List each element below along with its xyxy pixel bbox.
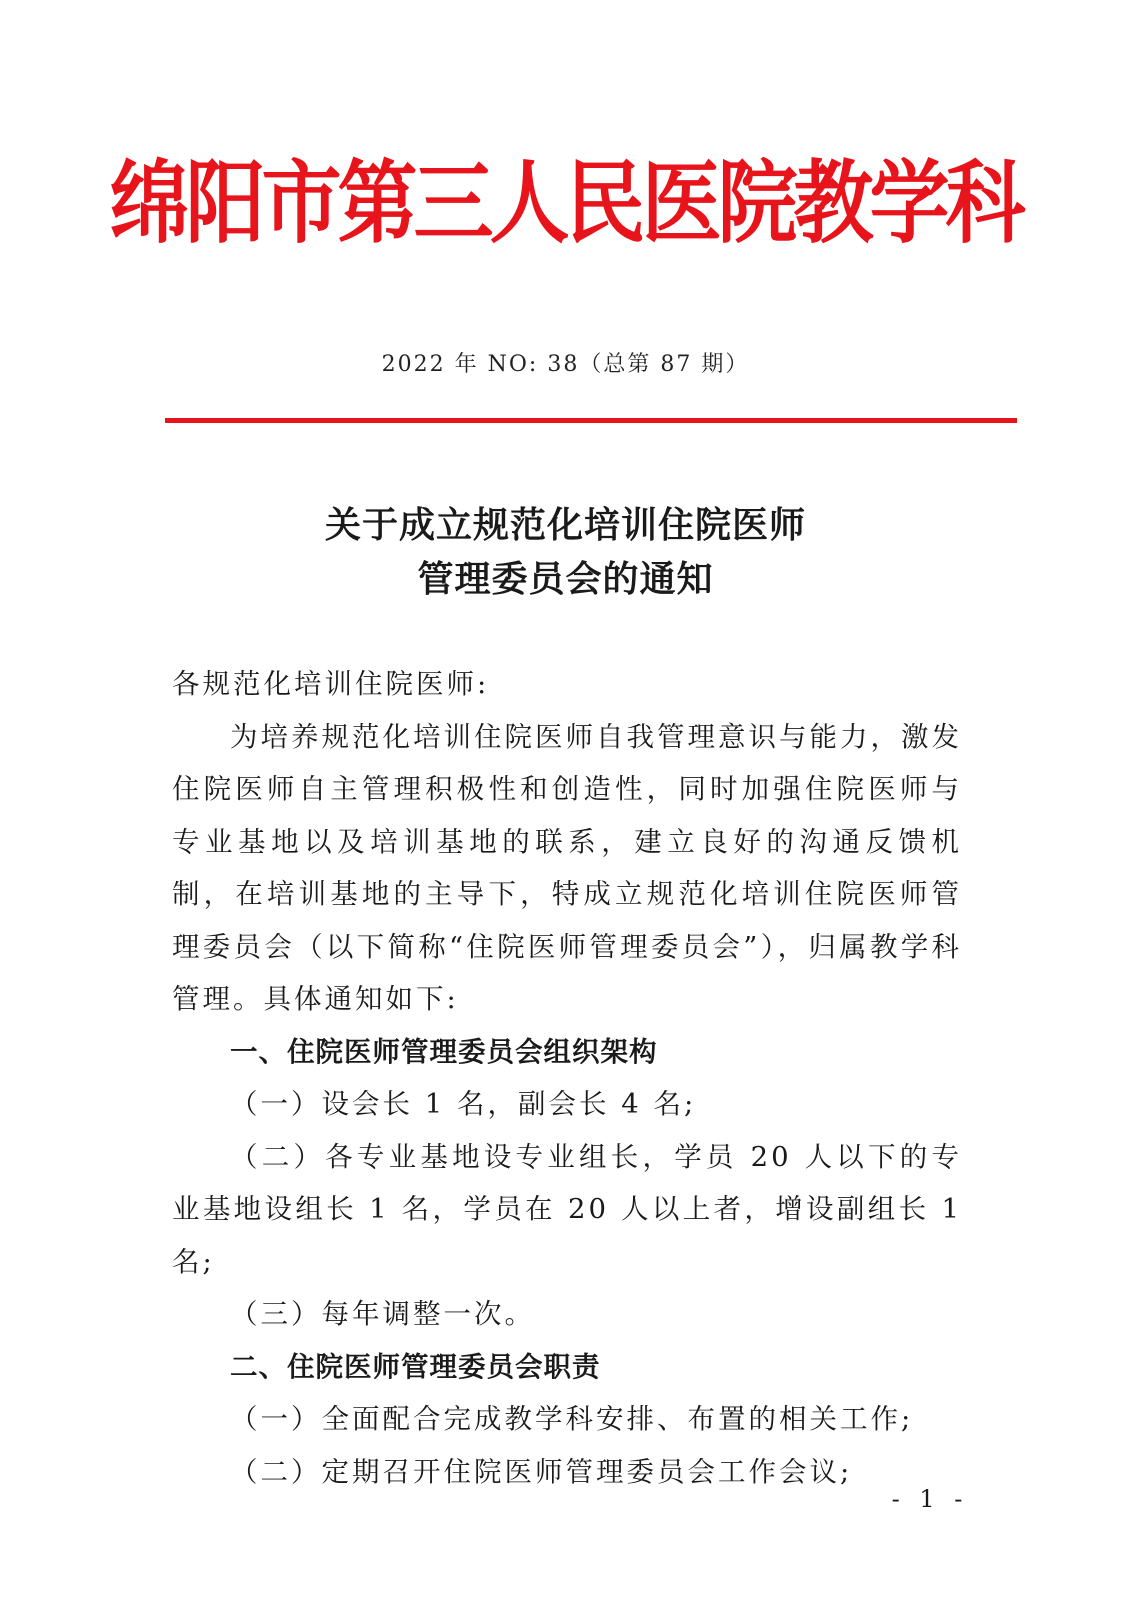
section-1-heading: 一、住院医师管理委员会组织架构 <box>230 1035 658 1068</box>
document-body <box>172 658 962 1498</box>
section-2-item: （二）定期召开住院医师管理委员会工作会议; <box>230 1455 853 1488</box>
document-title-line-1: 关于成立规范化培训住院医师 <box>324 504 806 546</box>
page-number: - 1 - <box>891 1485 969 1513</box>
intro-paragraph: 为培养规范化培训住院医师自我管理意识与能力，激发住院医师自主管理积极性和创造性，同时加强住院医师与专业基地以及培训基地的联系，建立良好的沟通反馈机制，在培训基地的主导下，特成立规范化培训住院医师管理委员会（以下简称“住院医师管理委员会”），归属教学科管理。具体通知如下: <box>172 720 962 1015</box>
section-1-item: （一）设会长 1 名，副会长 4 名; <box>230 1088 697 1120</box>
section-1-item: （二）各专业基地设专业组长，学员 20 人以下的专业基地设组长 1 名，学员在 20 人以上者，增设副组长 1 名; <box>172 1140 962 1278</box>
section-1-item: （三）每年调整一次。 <box>230 1298 535 1330</box>
salutation: 各规范化培训住院医师: <box>172 668 490 700</box>
section-2-item: （一）全面配合完成教学科安排、布置的相关工作; <box>230 1403 914 1435</box>
document-title-line-2: 管理委员会的通知 <box>417 558 714 600</box>
document-title <box>0 498 1131 606</box>
section-2-heading: 二、住院医师管理委员会职责 <box>230 1350 601 1383</box>
masthead-title: 绵阳市第三人民医院教学科 <box>109 151 1022 256</box>
issue-number-line: 2022 年 NO: 38（总第 87 期） <box>381 352 750 377</box>
red-divider-line <box>165 418 1017 423</box>
